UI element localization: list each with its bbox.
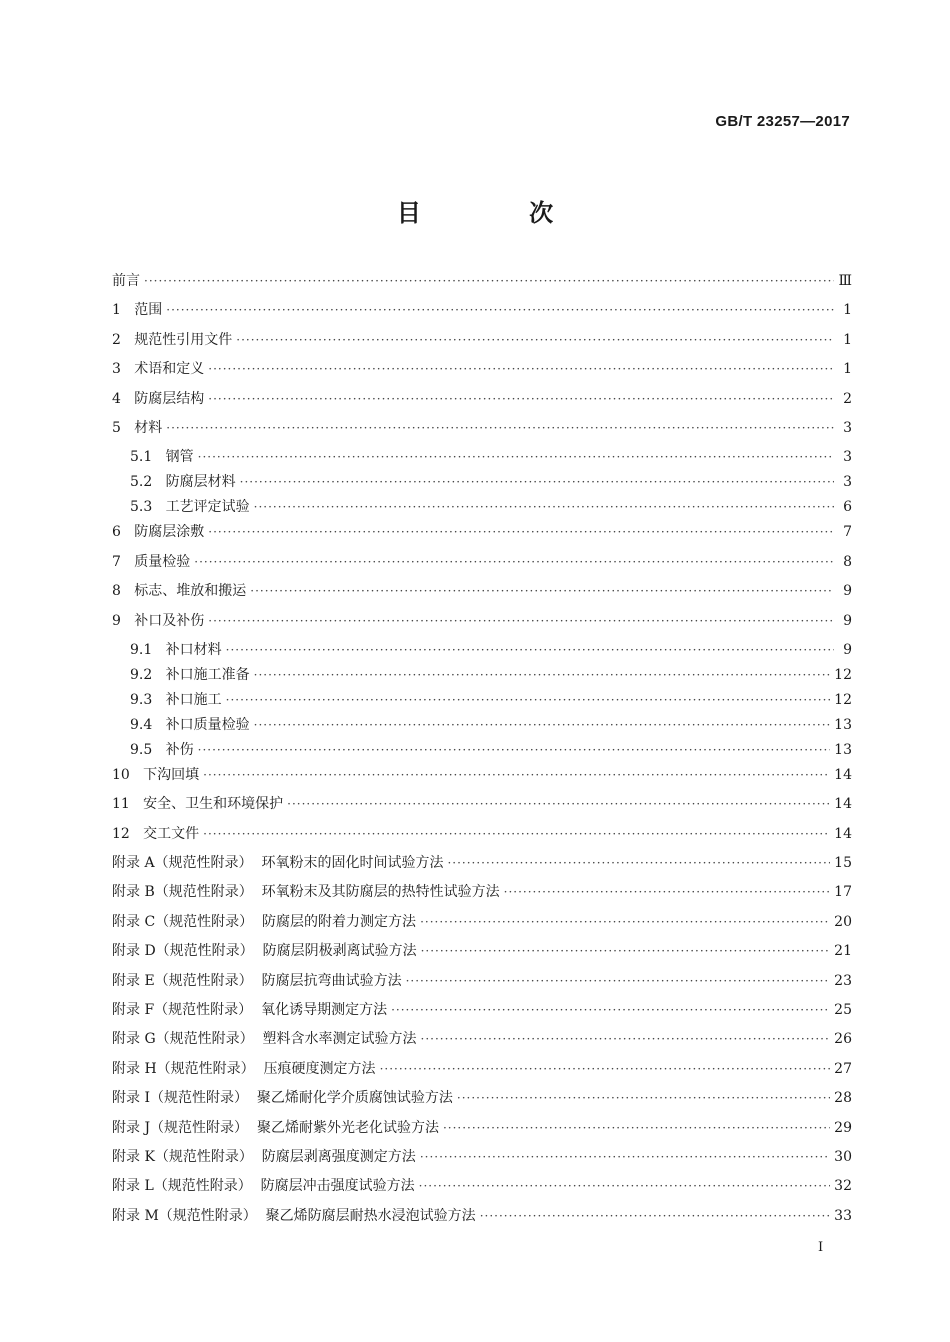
toc-entry-page: 14 — [834, 766, 852, 783]
toc-entry-label: 5.3 工艺评定试验 — [130, 499, 250, 516]
toc-dot-leader — [166, 303, 834, 317]
toc-entry[interactable] — [112, 417, 852, 446]
toc-entry-page: 3 — [843, 449, 852, 466]
toc-dot-leader — [254, 668, 831, 682]
toc-entry-label: 9 补口及补伤 — [112, 612, 205, 629]
toc-dot-leader — [208, 392, 834, 406]
toc-entry[interactable] — [112, 521, 852, 550]
toc-dot-leader — [240, 475, 834, 489]
toc-dot-leader — [406, 974, 831, 988]
toc-entry-label: 附录 L（规范性附录） 防腐层冲击强度试验方法 — [112, 1178, 415, 1195]
toc-dot-leader — [380, 1062, 831, 1076]
toc-entry-page: 23 — [834, 972, 852, 989]
toc-entry-label: 附录 I（规范性附录） 聚乙烯耐化学介质腐蚀试验方法 — [112, 1090, 453, 1107]
toc-entry[interactable] — [112, 999, 852, 1028]
page-title: 目 次 — [396, 199, 604, 227]
toc-dot-leader — [198, 743, 831, 757]
toc-entry[interactable] — [112, 1117, 852, 1146]
toc-dot-leader — [250, 584, 834, 598]
toc-entry[interactable] — [112, 764, 852, 793]
toc-entry-page: 13 — [834, 741, 852, 758]
toc-entry-page: 13 — [834, 716, 852, 733]
toc-entry-page: 32 — [834, 1178, 852, 1195]
toc-entry-page: 30 — [834, 1148, 852, 1165]
toc-entry-label: 9.1 补口材料 — [130, 641, 222, 658]
toc-entry-label: 4 防腐层结构 — [112, 390, 205, 407]
toc-dot-leader — [198, 450, 834, 464]
toc-entry-page: 9 — [843, 641, 852, 658]
toc-entry-label: 附录 H（规范性附录） 压痕硬度测定方法 — [112, 1060, 376, 1077]
toc-dot-leader — [254, 718, 831, 732]
toc-entry[interactable] — [112, 1146, 852, 1175]
toc-entry-label: 2 规范性引用文件 — [112, 331, 233, 348]
toc-entry-page: 33 — [834, 1207, 852, 1224]
toc-entry-label: 6 防腐层涂敷 — [112, 524, 205, 541]
toc-entry[interactable] — [112, 689, 852, 714]
toc-entry[interactable] — [112, 329, 852, 358]
toc-entry-page: 3 — [843, 419, 852, 436]
toc-entry-page: 26 — [834, 1031, 852, 1048]
toc-dot-leader — [421, 944, 831, 958]
page-number: I — [818, 1240, 824, 1255]
toc-dot-leader — [166, 421, 834, 435]
toc-dot-leader — [480, 1209, 830, 1223]
toc-entry-label: 7 质量检验 — [112, 553, 191, 570]
toc-dot-leader — [447, 856, 830, 870]
toc-entry-page: 14 — [834, 796, 852, 813]
toc-entry[interactable] — [112, 270, 852, 299]
toc-entry-page: 12 — [834, 666, 852, 683]
toc-entry[interactable] — [112, 446, 852, 471]
toc-entry-label: 11 安全、卫生和环境保护 — [112, 796, 284, 813]
toc-entry[interactable] — [112, 793, 852, 822]
toc-entry-page: 25 — [834, 1002, 852, 1019]
toc-dot-leader — [226, 643, 834, 657]
toc-entry[interactable] — [112, 496, 852, 521]
toc-entry-label: 附录 A（规范性附录） 环氧粉末的固化时间试验方法 — [112, 855, 444, 872]
toc-entry-page: 9 — [843, 583, 852, 600]
toc-entry[interactable] — [112, 299, 852, 328]
toc-entry-page: 12 — [834, 691, 852, 708]
toc-entry-label: 附录 M（规范性附录） 聚乙烯防腐层耐热水浸泡试验方法 — [112, 1207, 476, 1224]
toc-dot-leader — [254, 500, 834, 514]
toc-dot-leader — [203, 768, 830, 782]
toc-entry[interactable] — [112, 1087, 852, 1116]
toc-entry-label: 9.3 补口施工 — [130, 691, 222, 708]
toc-entry-page: 29 — [834, 1119, 852, 1136]
toc-entry-label: 5.2 防腐层材料 — [130, 474, 236, 491]
toc-entry[interactable] — [112, 610, 852, 639]
toc-entry[interactable] — [112, 1175, 852, 1204]
toc-entry-page: 3 — [843, 474, 852, 491]
toc-entry[interactable] — [112, 714, 852, 739]
toc-entry-label: 5.1 钢管 — [130, 449, 194, 466]
toc-dot-leader — [391, 1003, 830, 1017]
toc-dot-leader — [203, 827, 830, 841]
toc-entry-label: 9.2 补口施工准备 — [130, 666, 250, 683]
toc-entry[interactable] — [112, 580, 852, 609]
toc-entry[interactable] — [112, 551, 852, 580]
toc-entry[interactable] — [112, 388, 852, 417]
toc-entry[interactable] — [112, 970, 852, 999]
toc-entry[interactable] — [112, 471, 852, 496]
toc-dot-leader — [287, 797, 830, 811]
toc-entry[interactable] — [112, 1028, 852, 1057]
toc-dot-leader — [226, 693, 831, 707]
toc-entry-label: 附录 F（规范性附录） 氧化诱导期测定方法 — [112, 1002, 388, 1019]
toc-entry-label: 8 标志、堆放和搬运 — [112, 583, 247, 600]
toc-entry[interactable] — [112, 1058, 852, 1087]
toc-entry-label: 附录 B（规范性附录） 环氧粉末及其防腐层的热特性试验方法 — [112, 884, 500, 901]
toc-entry-label: 5 材料 — [112, 419, 163, 436]
toc-entry[interactable] — [112, 852, 852, 881]
toc-dot-leader — [443, 1121, 830, 1135]
toc-dot-leader — [144, 274, 834, 288]
toc-dot-leader — [457, 1091, 830, 1105]
toc-entry-page: 17 — [834, 884, 852, 901]
toc-entry-label: 10 下沟回填 — [112, 766, 200, 783]
toc-entry[interactable] — [112, 1205, 852, 1234]
toc-entry-page: 28 — [834, 1090, 852, 1107]
toc-entry-label: 附录 J（规范性附录） 聚乙烯耐紫外光老化试验方法 — [112, 1119, 439, 1136]
toc-dot-leader — [420, 915, 830, 929]
toc-entry-page: 7 — [843, 524, 852, 541]
toc-entry-page: 1 — [843, 361, 852, 378]
toc-dot-leader — [208, 525, 834, 539]
toc-dot-leader — [421, 1032, 831, 1046]
toc-entry-label: 前言 — [112, 273, 140, 289]
toc-entry-page: 15 — [834, 855, 852, 872]
toc-entry-label: 附录 K（规范性附录） 防腐层剥离强度测定方法 — [112, 1148, 416, 1165]
toc-entry[interactable] — [112, 639, 852, 664]
toc-entry-label: 12 交工文件 — [112, 825, 200, 842]
toc-entry-label: 附录 D（规范性附录） 防腐层阴极剥离试验方法 — [112, 943, 417, 960]
toc-entry-page: 6 — [843, 499, 852, 516]
standard-code: GB/T 23257—2017 — [715, 113, 850, 130]
toc-entry-label: 9.4 补口质量检验 — [130, 716, 250, 733]
toc-dot-leader — [194, 555, 834, 569]
toc-entry-page: 8 — [843, 553, 852, 570]
toc-entry-page: Ⅲ — [838, 273, 852, 289]
toc-entry-page: 27 — [834, 1060, 852, 1077]
toc-dot-leader — [208, 614, 834, 628]
toc-entry[interactable] — [112, 881, 852, 910]
toc-dot-leader — [419, 1179, 831, 1193]
toc-entry-label: 3 术语和定义 — [112, 361, 205, 378]
toc-entry-page: 1 — [843, 331, 852, 348]
toc-entry-page: 1 — [843, 302, 852, 319]
toc-entry-page: 14 — [834, 825, 852, 842]
toc-dot-leader — [420, 1150, 830, 1164]
toc-entry-label: 附录 G（规范性附录） 塑料含水率测定试验方法 — [112, 1031, 417, 1048]
toc-entry-page: 21 — [834, 943, 852, 960]
toc-entry-page: 9 — [843, 612, 852, 629]
toc-entry[interactable] — [112, 940, 852, 969]
toc-dot-leader — [236, 333, 834, 347]
toc-entry[interactable] — [112, 664, 852, 689]
toc-entry[interactable] — [112, 911, 852, 940]
toc-entry-label: 9.5 补伤 — [130, 741, 194, 758]
table-of-contents — [112, 270, 852, 1234]
toc-entry-page: 20 — [834, 913, 852, 930]
toc-entry-label: 1 范围 — [112, 302, 163, 319]
toc-entry[interactable] — [112, 358, 852, 387]
toc-entry[interactable] — [112, 739, 852, 764]
toc-entry[interactable] — [112, 823, 852, 852]
toc-dot-leader — [504, 885, 831, 899]
toc-entry-label: 附录 E（规范性附录） 防腐层抗弯曲试验方法 — [112, 972, 402, 989]
toc-entry-page: 2 — [843, 390, 852, 407]
toc-dot-leader — [208, 362, 834, 376]
toc-entry-label: 附录 C（规范性附录） 防腐层的附着力测定方法 — [112, 913, 417, 930]
